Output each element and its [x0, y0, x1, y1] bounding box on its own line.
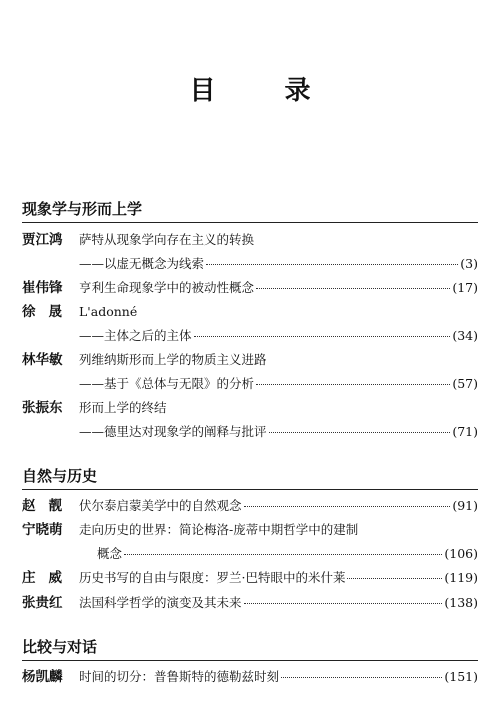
section-divider	[22, 222, 478, 223]
dot-leader	[347, 578, 442, 579]
dot-leader	[269, 432, 451, 433]
section-divider	[22, 489, 478, 490]
entry-author: 宁晓萌	[22, 522, 63, 538]
entry-title[interactable]: 伏尔泰启蒙美学中的自然观念 (91)	[79, 498, 478, 513]
entry-title[interactable]: 列维纳斯形而上学的物质主义进路	[79, 352, 267, 367]
page-number: (91)	[452, 498, 478, 513]
entry-subtitle-line[interactable]: ——主体之后的主体 (34)	[79, 328, 478, 343]
dot-leader	[124, 554, 442, 555]
page-number: (57)	[452, 376, 478, 391]
entry-author: 杨凯麟	[22, 669, 63, 685]
entry-title[interactable]: 萨特从现象学向存在主义的转换	[79, 232, 255, 247]
section-divider	[22, 660, 478, 661]
entry-title[interactable]: 时间的切分：普鲁斯特的德勒兹时刻 (151)	[79, 669, 478, 684]
entry-author: 林华敏	[22, 352, 63, 368]
page-number: (151)	[444, 669, 478, 684]
dot-leader	[256, 384, 450, 385]
entry-subtitle-line[interactable]: ——基于《总体与无限》的分析 (57)	[79, 376, 478, 391]
dot-leader	[244, 603, 443, 604]
section-title: 比较与对话	[22, 638, 98, 656]
entry-author: 徐晟	[22, 304, 75, 320]
section-title: 自然与历史	[22, 467, 98, 485]
entry-author: 庄威	[22, 570, 75, 586]
dot-leader	[194, 336, 451, 337]
entry-title[interactable]: L'adonné	[79, 304, 138, 319]
section-title: 现象学与形而上学	[22, 200, 143, 218]
dot-leader	[256, 288, 450, 289]
entry-title[interactable]: 形而上学的终结	[79, 400, 167, 415]
entry-subtitle-line[interactable]: ——德里达对现象学的阐释与批评 (71)	[79, 424, 478, 439]
entry-author: 赵靓	[22, 498, 75, 514]
entry-title[interactable]: 亨利生命现象学中的被动性概念 (17)	[79, 280, 478, 295]
page-number: (106)	[444, 546, 478, 561]
entry-continuation-line[interactable]: 概念 (106)	[97, 546, 478, 561]
page-title: 目 录	[189, 76, 341, 106]
entry-author: 张振东	[22, 400, 63, 416]
page-number: (119)	[444, 570, 478, 585]
dot-leader	[281, 677, 442, 678]
entry-title[interactable]: 走向历史的世界：简论梅洛-庞蒂中期哲学中的建制	[79, 522, 359, 537]
page-number: (138)	[444, 595, 478, 610]
entry-author: 张贵红	[22, 595, 63, 611]
entry-subtitle-line[interactable]: ——以虚无概念为线索 (3)	[79, 256, 478, 271]
entry-title[interactable]: 法国科学哲学的演变及其未来 (138)	[79, 595, 478, 610]
page-number: (17)	[452, 280, 478, 295]
entry-title[interactable]: 历史书写的自由与限度：罗兰·巴特眼中的米什莱 (119)	[79, 570, 478, 585]
entry-author: 崔伟锋	[22, 280, 63, 296]
page-number: (3)	[460, 256, 478, 271]
dot-leader	[244, 506, 451, 507]
entry-author: 贾江鸿	[22, 232, 63, 248]
page-number: (71)	[452, 424, 478, 439]
page-number: (34)	[452, 328, 478, 343]
dot-leader	[206, 264, 458, 265]
